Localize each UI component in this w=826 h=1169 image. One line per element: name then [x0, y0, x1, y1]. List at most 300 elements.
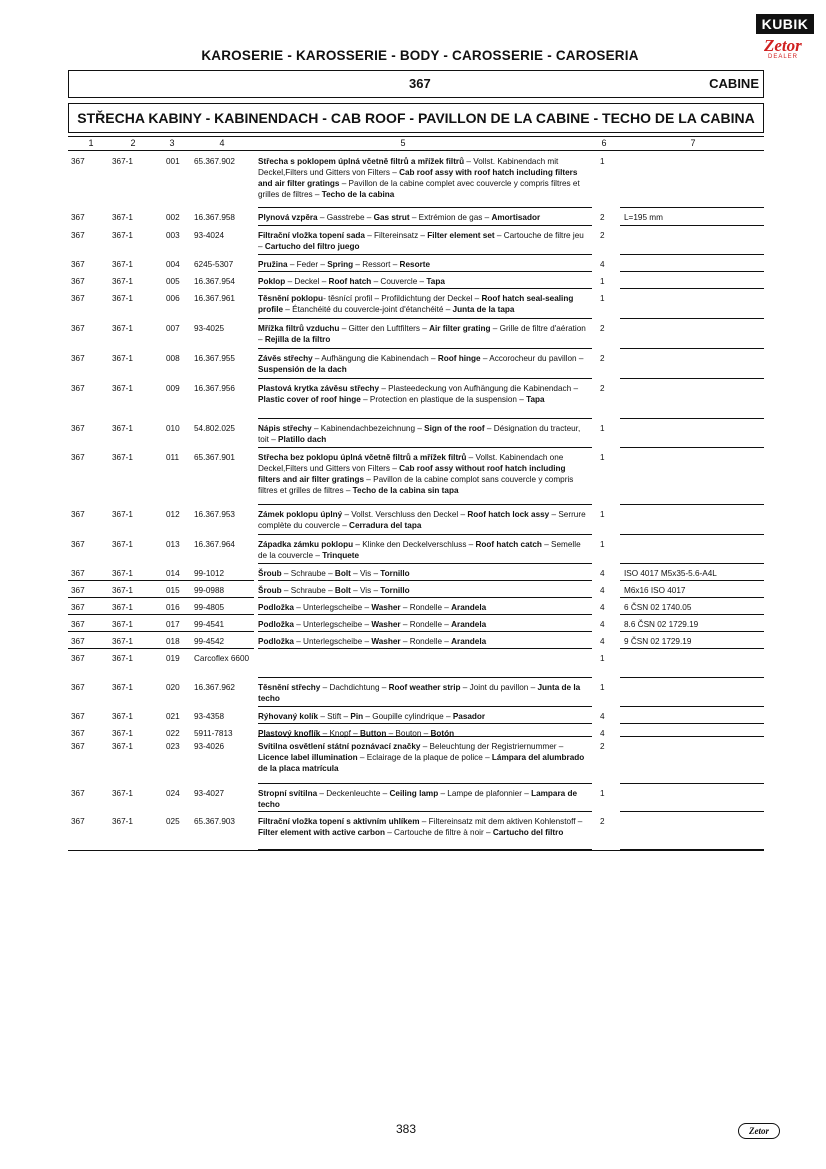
cell-description: [258, 568, 588, 579]
table-row: [68, 505, 764, 535]
cell-subgroup: 367-1: [112, 569, 133, 578]
cell-position: 002: [166, 213, 180, 222]
description-segment: – Joint du pavillon –: [460, 683, 538, 692]
cell-subgroup: 367-1: [112, 213, 133, 222]
description-segment: Podložka: [258, 637, 294, 646]
description-segment: Washer: [371, 637, 401, 646]
description-segment: Bolt: [334, 586, 351, 595]
description-segment: – Aufhängung die Kabinendach –: [312, 354, 438, 363]
description-segment: Ceiling lamp: [389, 789, 439, 798]
cell-description: [258, 353, 588, 375]
description-segment: Suspensión de la dach: [258, 365, 347, 374]
cell-subgroup: 367-1: [112, 424, 133, 433]
cell-note: 6 ČSN 02 1740.05: [624, 603, 692, 612]
description-segment: Lampara de techo: [258, 789, 578, 809]
cell-position: 020: [166, 683, 180, 692]
cell-position: 012: [166, 510, 180, 519]
cell-subgroup: 367-1: [112, 277, 133, 286]
description-segment: Plynová vzpěra: [258, 213, 318, 222]
cell-position: 016: [166, 603, 180, 612]
cell-note: 8.6 ČSN 02 1729.19: [624, 620, 699, 629]
description-segment: Arandela: [451, 603, 487, 612]
cell-part-number: 93-4026: [194, 742, 225, 751]
description-segment: Cab roof assy without roof hatch including filters and air filter gratings: [258, 464, 566, 484]
description-segment: Závěs střechy: [258, 354, 313, 363]
description-segment: – Dachdichtung –: [320, 683, 389, 692]
cell-subgroup: 367-1: [112, 354, 133, 363]
cell-group: 367: [71, 453, 85, 462]
dealer-logo-text: DEALER: [768, 54, 799, 60]
description-segment: Bolt: [334, 569, 351, 578]
table-row: [68, 615, 764, 632]
description-segment: – Gasstrebe –: [317, 213, 374, 222]
column-header-4: 4: [219, 138, 225, 148]
description-segment: – Schraube –: [281, 569, 335, 578]
description-segment: Arandela: [451, 637, 487, 646]
cell-note: L=195 mm: [624, 213, 663, 222]
cell-group: 367: [71, 424, 85, 433]
cell-subgroup: 367-1: [112, 620, 133, 629]
cell-group: 367: [71, 540, 85, 549]
cell-quantity: 4: [600, 620, 605, 629]
cell-group: 367: [71, 213, 85, 222]
description-segment: Platillo dach: [278, 435, 327, 444]
description-segment: – Étanchéité du couvercle-joint d'étanchéité –: [283, 305, 453, 314]
cell-quantity: 4: [600, 603, 605, 612]
cell-description: [258, 711, 588, 722]
column-header-row: [68, 136, 764, 151]
cell-group: 367: [71, 157, 85, 166]
description-segment: Tornillo: [380, 586, 410, 595]
description-segment: Střecha bez poklopu úplná včetně filtrů a mřížek filtrů: [258, 453, 467, 462]
cell-subgroup: 367-1: [112, 384, 133, 393]
cell-part-number: 99-4542: [194, 637, 225, 646]
cell-quantity: 1: [600, 157, 605, 166]
cell-quantity: 1: [600, 294, 605, 303]
cell-group: 367: [71, 354, 85, 363]
description-segment: – Vis –: [350, 569, 381, 578]
cell-subgroup: 367-1: [112, 540, 133, 549]
cell-quantity: 4: [600, 712, 605, 721]
description-segment: Junta de la techo: [258, 683, 581, 703]
table-row: [68, 448, 764, 505]
column-header-1: 1: [88, 138, 94, 148]
cell-position: 018: [166, 637, 180, 646]
description-segment: Cartucho del filtro: [492, 828, 564, 837]
description-segment: – Stift –: [318, 712, 351, 721]
cell-group: 367: [71, 637, 85, 646]
footer-zetor-logo: Zetor: [738, 1123, 780, 1139]
cell-quantity: 1: [600, 654, 605, 663]
description-segment: Lámpara del alumbrado de la placa matrícula: [258, 753, 585, 773]
cell-subgroup: 367-1: [112, 637, 133, 646]
table-row: [68, 784, 764, 812]
description-segment: – Deckel –: [285, 277, 329, 286]
group-number: 367: [409, 76, 431, 91]
cell-subgroup: 367-1: [112, 231, 133, 240]
description-segment: – Klinke den Deckelverschluss –: [353, 540, 476, 549]
cell-description: [258, 212, 588, 223]
cell-group: 367: [71, 324, 85, 333]
cell-quantity: 4: [600, 569, 605, 578]
table-row: [68, 581, 764, 598]
cell-description: [258, 585, 588, 596]
description-segment: Mřížka filtrů vzduchu: [258, 324, 340, 333]
cell-subgroup: 367-1: [112, 586, 133, 595]
description-segment: – Feder –: [287, 260, 328, 269]
description-segment: Tornillo: [380, 569, 410, 578]
cell-description: [258, 156, 588, 200]
cell-quantity: 1: [600, 424, 605, 433]
cell-description: [258, 423, 588, 445]
description-segment: Svítilna osvětlení státní poznávací značky: [258, 742, 421, 751]
description-segment: Pasador: [452, 712, 486, 721]
description-segment: – Unterlegscheibe –: [293, 603, 372, 612]
cell-quantity: 2: [600, 324, 605, 333]
cell-position: 009: [166, 384, 180, 393]
kubik-logo-text: KUBIK: [756, 14, 814, 34]
page-header: KAROSERIE - KAROSSERIE - BODY - CAROSSERIE - CAROSERIA: [201, 48, 639, 63]
cell-description: [258, 509, 588, 531]
cell-position: 006: [166, 294, 180, 303]
description-segment: – Accorocheur du pavillon –: [480, 354, 584, 363]
group-box: [68, 70, 764, 98]
description-segment: – Cartouche de filtre jeu –: [258, 231, 584, 251]
cell-quantity: 2: [600, 817, 605, 826]
table-row: [68, 564, 764, 581]
description-segment: – Filtereinsatz mit dem aktiven Kohlenstoff –: [419, 817, 583, 826]
cell-subgroup: 367-1: [112, 260, 133, 269]
description-segment: – Beleuchtung der Registriernummer –: [420, 742, 564, 751]
description-segment: – Cartouche de filtre à noir –: [384, 828, 493, 837]
description-segment: – Lampe de plafonnier –: [438, 789, 532, 798]
column-header-6: 6: [601, 138, 607, 148]
description-segment: – Filtereinsatz –: [364, 231, 428, 240]
cell-part-number: Carcoflex 6600: [194, 654, 250, 663]
cell-position: 024: [166, 789, 180, 798]
description-segment: Junta de la tapa: [452, 305, 515, 314]
description-segment: Plastový knoflík: [258, 729, 321, 738]
description-segment: Licence label illumination: [258, 753, 358, 762]
cell-position: 014: [166, 569, 180, 578]
cell-group: 367: [71, 231, 85, 240]
cell-quantity: 1: [600, 277, 605, 286]
cell-position: 019: [166, 654, 180, 663]
description-segment: – Extrémion de gas –: [409, 213, 492, 222]
cell-note: 9 ČSN 02 1729.19: [624, 637, 692, 646]
kubik-zetor-logo: [756, 14, 814, 66]
cell-position: 001: [166, 157, 180, 166]
cell-subgroup: 367-1: [112, 603, 133, 612]
description-segment: Poklop: [258, 277, 286, 286]
description-segment: Šroub: [258, 586, 282, 595]
description-segment: Plastic cover of roof hinge: [258, 395, 361, 404]
description-segment: Sign of the roof: [424, 424, 485, 433]
cell-description: [258, 293, 588, 315]
description-segment: – Deckenleuchte –: [317, 789, 390, 798]
description-segment: – Vollst. Verschluss den Deckel –: [342, 510, 468, 519]
cell-part-number: 16.367.956: [194, 384, 235, 393]
column-header-2: 2: [130, 138, 136, 148]
cell-subgroup: 367-1: [112, 789, 133, 798]
cell-part-number: 6245-5307: [194, 260, 234, 269]
table-row: [68, 419, 764, 448]
table-row: [68, 535, 764, 564]
cell-subgroup: 367-1: [112, 712, 133, 721]
table-row: [68, 208, 764, 226]
table-row: [68, 678, 764, 707]
description-segment: Stropní svítilna: [258, 789, 318, 798]
cell-quantity: 1: [600, 510, 605, 519]
cell-description: [258, 816, 588, 838]
description-segment: – Kabinendachbezeichnung –: [311, 424, 425, 433]
cell-part-number: 99-0988: [194, 586, 225, 595]
description-segment: Pin: [350, 712, 364, 721]
cell-position: 004: [166, 260, 180, 269]
description-segment: Washer: [371, 620, 401, 629]
description-segment: – Rondelle –: [400, 620, 452, 629]
description-segment: – Schraube –: [281, 586, 335, 595]
cell-group: 367: [71, 789, 85, 798]
description-segment: Rejilla de la filtro: [264, 335, 331, 344]
cell-position: 010: [166, 424, 180, 433]
description-segment: Zámek poklopu úplný: [258, 510, 343, 519]
description-segment: – Knopf –: [320, 729, 360, 738]
cell-quantity: 4: [600, 637, 605, 646]
cell-group: 367: [71, 294, 85, 303]
cell-part-number: 99-4805: [194, 603, 225, 612]
cell-description: [258, 788, 588, 810]
description-segment: Podložka: [258, 620, 294, 629]
cell-subgroup: 367-1: [112, 510, 133, 519]
cell-quantity: 1: [600, 540, 605, 549]
description-segment: Techo de la cabina sin tapa: [352, 486, 459, 495]
table-row: [68, 349, 764, 379]
cell-group: 367: [71, 510, 85, 519]
description-segment: – Unterlegscheibe –: [293, 620, 372, 629]
description-segment: Arandela: [451, 620, 487, 629]
description-segment: – Rondelle –: [400, 603, 452, 612]
description-segment: Těsnění střechy: [258, 683, 321, 692]
cell-quantity: 2: [600, 213, 605, 222]
description-segment: Tapa: [526, 395, 545, 404]
cell-position: 017: [166, 620, 180, 629]
table-row: [68, 379, 764, 419]
cell-subgroup: 367-1: [112, 729, 133, 738]
description-segment: Podložka: [258, 603, 294, 612]
cell-subgroup: 367-1: [112, 817, 133, 826]
description-segment: Washer: [371, 603, 401, 612]
description-segment: Roof hatch seal-sealing profile: [258, 294, 574, 314]
cell-position: 008: [166, 354, 180, 363]
description-segment: – Désignation du tracteur, toit –: [258, 424, 581, 444]
cell-part-number: 16.367.955: [194, 354, 235, 363]
table-row: [68, 319, 764, 349]
cell-subgroup: 367-1: [112, 324, 133, 333]
cell-description: [258, 741, 588, 774]
cell-part-number: 99-1012: [194, 569, 225, 578]
description-segment: – Serrure complète du couvercle –: [258, 510, 586, 530]
description-segment: Těsnění poklopu: [258, 294, 324, 303]
cell-position: 023: [166, 742, 180, 751]
description-segment: - těsnící profil – Profildichtung der Deckel –: [323, 294, 482, 303]
cell-part-number: 93-4358: [194, 712, 225, 721]
column-header-3: 3: [169, 138, 175, 148]
column-header-5: 5: [400, 138, 406, 148]
table-row: [68, 152, 764, 208]
table-row: [68, 598, 764, 615]
description-segment: Šroub: [258, 569, 282, 578]
cell-quantity: 1: [600, 453, 605, 462]
cell-part-number: 16.367.958: [194, 213, 235, 222]
description-segment: – Semelle de la couvercle –: [258, 540, 581, 560]
cell-part-number: 16.367.964: [194, 540, 235, 549]
description-segment: Resorte: [399, 260, 431, 269]
cell-group: 367: [71, 586, 85, 595]
cell-description: [258, 259, 588, 270]
cell-description: [258, 276, 588, 287]
cell-description: [258, 682, 588, 704]
cell-subgroup: 367-1: [112, 654, 133, 663]
description-segment: – Plasteedeckung von Aufhängung die Kabinendach –: [379, 384, 579, 393]
description-segment: – Vollst. Kabinendach mit Deckel,Filters und Gitters von Filters –: [258, 157, 559, 177]
description-segment: Roof hatch catch: [475, 540, 542, 549]
cell-group: 367: [71, 603, 85, 612]
description-segment: Střecha s poklopem úplná včetně filtrů a mřížek filtrů: [258, 157, 465, 166]
description-segment: Amortisador: [491, 213, 541, 222]
cell-part-number: 16.367.953: [194, 510, 235, 519]
description-segment: Trinquete: [322, 551, 360, 560]
cell-part-number: 93-4025: [194, 324, 225, 333]
cell-part-number: 5911-7813: [194, 729, 233, 738]
cell-position: 005: [166, 277, 180, 286]
description-segment: Západka zámku poklopu: [258, 540, 354, 549]
cell-subgroup: 367-1: [112, 683, 133, 692]
cell-part-number: 65.367.903: [194, 817, 235, 826]
table-row: [68, 649, 764, 678]
cell-part-number: 65.367.901: [194, 453, 235, 462]
cell-quantity: 4: [600, 586, 605, 595]
table-row: [68, 632, 764, 649]
cell-position: 015: [166, 586, 180, 595]
description-segment: – Gitter den Luftfilters –: [339, 324, 430, 333]
cell-part-number: 93-4024: [194, 231, 225, 240]
cell-quantity: 4: [600, 260, 605, 269]
cell-group: 367: [71, 260, 85, 269]
cell-description: [258, 230, 588, 252]
cell-subgroup: 367-1: [112, 157, 133, 166]
page-number: 383: [396, 1122, 417, 1136]
description-segment: – Vollst. Kabinendach one Deckel,Filters und Gitters von Filters –: [258, 453, 564, 473]
description-segment: – Pavillon de la cabine complet avec couvercle y compris filtres et grilles de filtres –: [258, 179, 580, 199]
table-row: [68, 226, 764, 255]
description-segment: Cartucho del filtro juego: [264, 242, 360, 251]
cell-position: 021: [166, 712, 180, 721]
cell-description: [258, 539, 588, 561]
cell-position: 003: [166, 231, 180, 240]
cell-note: M6x16 ISO 4017: [624, 586, 686, 595]
description-segment: – Protection en plastique de la suspension –: [360, 395, 527, 404]
description-segment: Roof hatch: [328, 277, 372, 286]
description-segment: – Ressort –: [353, 260, 400, 269]
cell-subgroup: 367-1: [112, 742, 133, 751]
description-segment: – Pavillon de la cabine complot sans couvercle y compris filtres et grilles de filtres –: [258, 475, 574, 495]
description-segment: – Bouton –: [386, 729, 431, 738]
zetor-logo-text: Zetor: [764, 36, 802, 55]
table-row: [68, 272, 764, 289]
description-segment: Botón: [430, 729, 455, 738]
cell-subgroup: 367-1: [112, 453, 133, 462]
cell-subgroup: 367-1: [112, 294, 133, 303]
cell-part-number: 99-4541: [194, 620, 225, 629]
cell-description: [258, 602, 588, 613]
cell-group: 367: [71, 683, 85, 692]
cell-group: 367: [71, 277, 85, 286]
cell-position: 025: [166, 817, 180, 826]
description-segment: Cerradura del tapa: [349, 521, 422, 530]
cell-part-number: 54.802.025: [194, 424, 235, 433]
group-name: CABINE: [709, 76, 759, 91]
cell-quantity: 2: [600, 384, 605, 393]
description-segment: Nápis střechy: [258, 424, 312, 433]
cell-quantity: 1: [600, 789, 605, 798]
description-segment: Pružina: [258, 260, 288, 269]
table-row: [68, 289, 764, 319]
description-segment: Roof hinge: [437, 354, 481, 363]
cell-group: 367: [71, 384, 85, 393]
description-segment: Spring: [327, 260, 354, 269]
description-segment: Plastová krytka závěsu střechy: [258, 384, 380, 393]
description-segment: – Rondelle –: [400, 637, 452, 646]
description-segment: – Couvercle –: [371, 277, 427, 286]
cell-group: 367: [71, 729, 85, 738]
cell-quantity: 2: [600, 231, 605, 240]
cell-position: 011: [166, 453, 180, 462]
cell-description: [258, 452, 588, 496]
cell-group: 367: [71, 569, 85, 578]
table-bottom-rule: [68, 850, 764, 851]
description-segment: – Goupille cylindrique –: [363, 712, 453, 721]
section-title: STŘECHA KABINY - KABINENDACH - CAB ROOF - PAVILLON DE LA CABINE - TECHO DE LA CABINA: [68, 103, 764, 133]
cell-part-number: 16.367.961: [194, 294, 235, 303]
description-segment: – Unterlegscheibe –: [293, 637, 372, 646]
description-segment: Air filter grating: [429, 324, 491, 333]
cell-group: 367: [71, 620, 85, 629]
cell-description: [258, 383, 588, 405]
cell-position: 007: [166, 324, 180, 333]
cell-part-number: 16.367.962: [194, 683, 235, 692]
cell-description: [258, 619, 588, 630]
description-segment: Filtrační vložka topení sada: [258, 231, 365, 240]
description-segment: – Eclairage de la plaque de police –: [357, 753, 492, 762]
table-row: [68, 255, 764, 272]
cell-group: 367: [71, 817, 85, 826]
description-segment: Cab roof assy with roof hatch including filters and air filter gratings: [258, 168, 578, 188]
table-row: [68, 707, 764, 724]
description-segment: – Vis –: [350, 586, 381, 595]
description-segment: Filter element set: [427, 231, 495, 240]
cell-position: 022: [166, 729, 180, 738]
cell-quantity: 1: [600, 683, 605, 692]
table-row: [68, 812, 764, 850]
description-segment: Techo de la cabina: [321, 190, 395, 199]
cell-group: 367: [71, 712, 85, 721]
description-segment: Rýhovaný kolík: [258, 712, 319, 721]
column-header-7: 7: [690, 138, 696, 148]
description-segment: Button: [359, 729, 387, 738]
cell-quantity: 2: [600, 742, 605, 751]
description-segment: Gas strut: [373, 213, 410, 222]
